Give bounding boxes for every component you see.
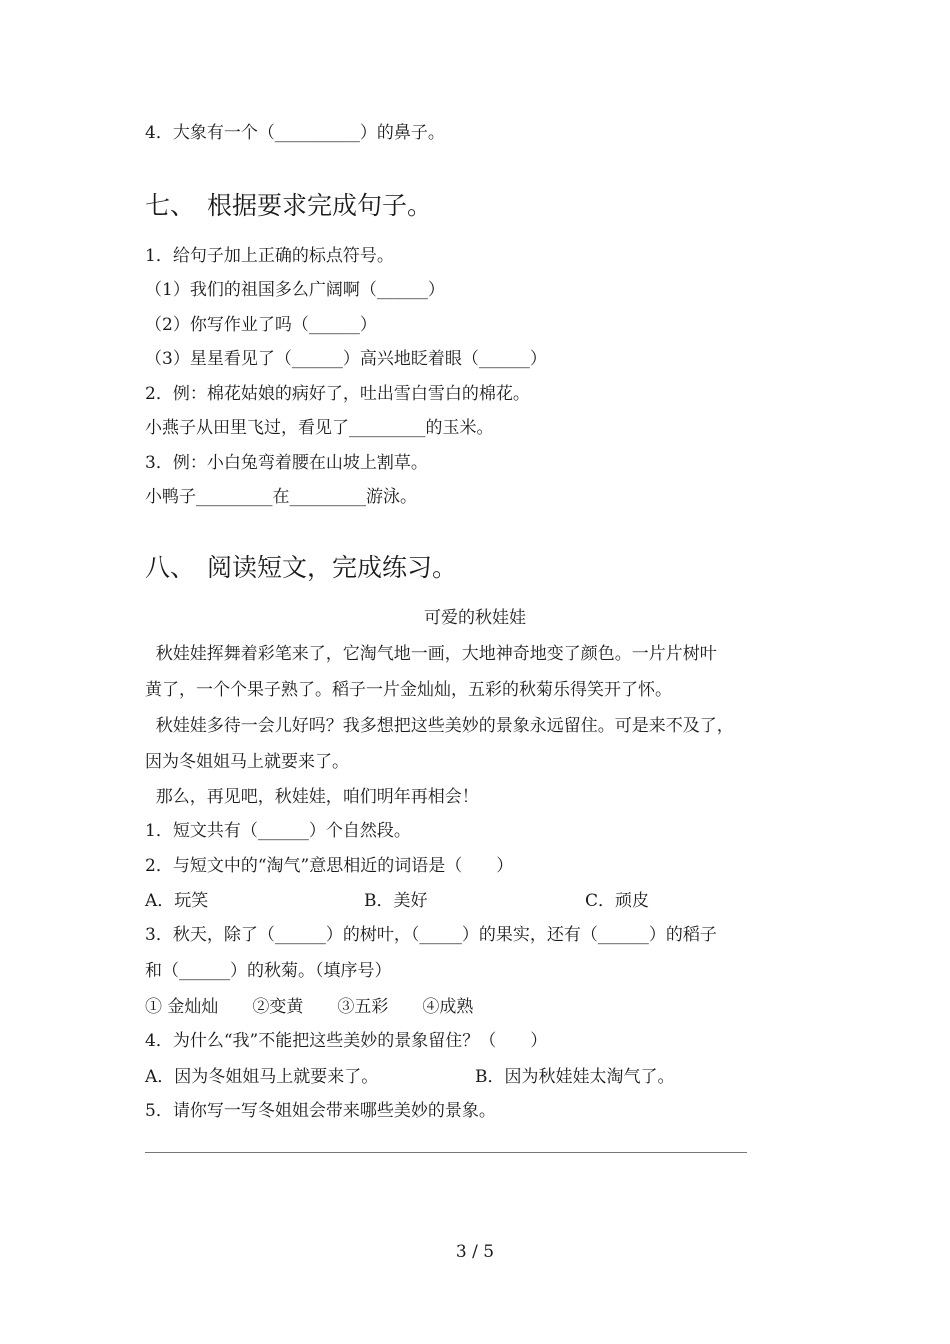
q2-exercise: 小燕子从田里飞过，看见了_________的玉米。 [145,418,494,438]
reading-q5: 5．请你写一写冬姐姐会带来哪些美妙的景象。 [145,1101,496,1121]
passage-paragraph-2-line-1: 秋娃娃多待一会儿好吗？我多想把这些美妙的景象永远留住。可是来不及了， [145,716,734,736]
q1-sentence-1: （1）我们的祖国多么广阔啊（______） [145,280,445,300]
option-b: B．因为秋娃娃太淘气了。 [475,1067,675,1087]
passage-paragraph-1-line-2: 黄了，一个个果子熟了。稻子一片金灿灿，五彩的秋菊乐得笑开了怀。 [145,680,672,700]
question-elephant-nose: 4．大象有一个（__________）的鼻子。 [145,123,445,143]
q3-example: 3．例：小白兔弯着腰在山坡上割草。 [145,453,428,473]
answer-line [145,1152,747,1153]
section-7-heading [145,190,432,222]
option-a: A．因为冬姐姐马上就要来了。 [145,1067,379,1087]
section-7-number: 七、 [145,191,196,220]
reading-q3-choices: ① 金灿灿 ②变黄 ③五彩 ④成熟 [145,997,474,1017]
reading-q4: 4．为什么“我”不能把这些美妙的景象留住？（ ） [145,1031,548,1051]
section-7-title: 根据要求完成句子。 [207,191,433,220]
passage-title: 可爱的秋娃娃 [424,608,526,628]
section-8-heading [145,552,457,584]
passage-paragraph-1-line-1: 秋娃娃挥舞着彩笔来了，它淘气地一画，大地神奇地变了颜色。一片片树叶 [145,644,717,664]
page-number: 3 / 5 [455,1242,495,1262]
option-b: B．美好 [364,891,428,911]
q2-example: 2．例：棉花姑娘的病好了，吐出雪白雪白的棉花。 [145,384,530,404]
reading-q1: 1．短文共有（______）个自然段。 [145,821,411,841]
reading-q3-line-2: 和（______）的秋菊。（填序号） [145,961,392,981]
reading-q4-options [145,1065,675,1089]
reading-q3-line-1: 3．秋天，除了（______）的树叶，（_____）的果实，还有（______）的稻子 [145,925,717,945]
option-a: A．玩笑 [145,891,209,911]
q1-sentence-3: （3）星星看见了（______）高兴地眨着眼（______） [145,349,547,369]
q1-punctuation: 1．给句子加上正确的标点符号。 [145,246,394,266]
reading-q2: 2．与短文中的“淘气”意思相近的词语是（ ） [145,856,514,876]
option-c: C．顽皮 [585,891,650,911]
passage-paragraph-2-line-2: 因为冬姐姐马上就要来了。 [145,752,349,772]
section-8-title: 阅读短文，完成练习。 [207,553,458,582]
reading-q2-options [145,889,649,913]
q1-sentence-2: （2）你写作业了吗（______） [145,315,377,335]
q3-exercise: 小鸭子_________在_________游泳。 [145,487,417,507]
passage-paragraph-3: 那么，再见吧，秋娃娃，咱们明年再相会！ [145,787,479,807]
section-8-number: 八、 [145,553,196,582]
